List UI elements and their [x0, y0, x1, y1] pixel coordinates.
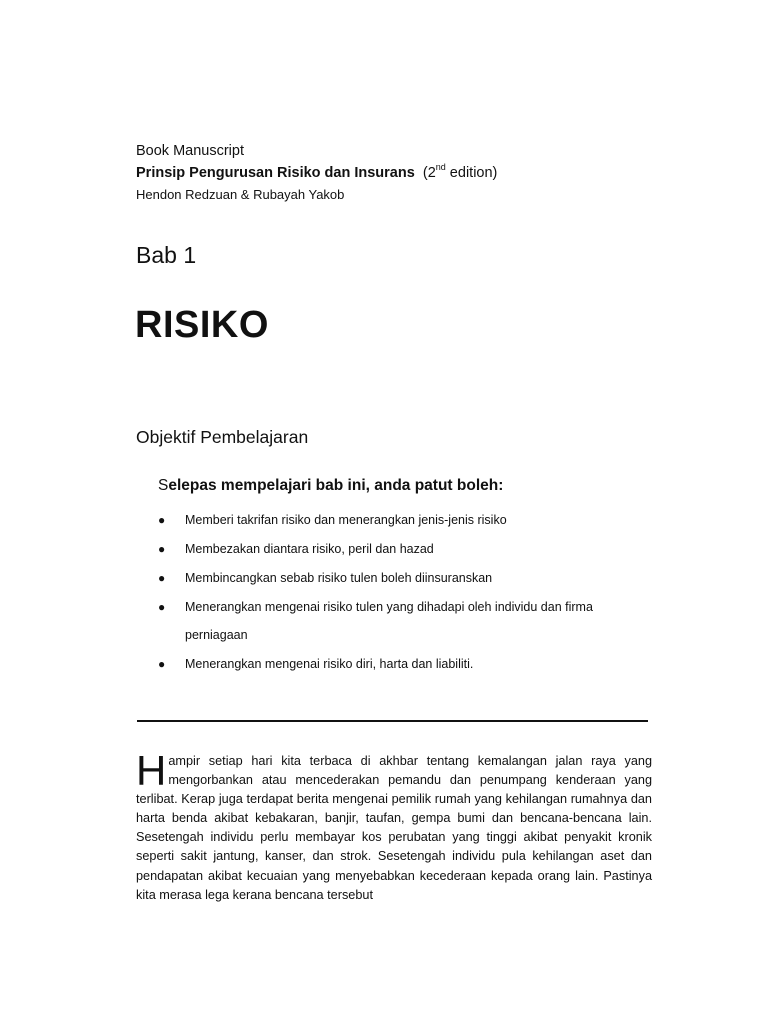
- intro-first-letter: S: [158, 477, 169, 494]
- bullet-icon: ●: [158, 600, 166, 614]
- objectives-intro: [158, 475, 503, 497]
- bullet-icon: ●: [158, 571, 166, 585]
- objective-text: Menerangkan mengenai risiko tulen yang dihadapi oleh individu dan firma perniagaan: [185, 600, 593, 642]
- edition-open: (2: [422, 165, 436, 181]
- list-item: [158, 650, 653, 678]
- section-divider: [137, 720, 648, 722]
- objective-text: Membincangkan sebab risiko tulen boleh diinsuranskan: [185, 571, 493, 585]
- body-text: ampir setiap hari kita terbaca di akhbar tentang kemalangan jalan raya yang mengorbankan atau mencederakan pemandu dan penumpang kenderaan yang terlibat. Kerap juga terdapat berita mengenai pemilik rumah yang kehilangan rumahnya dan harta benda akibat kebakaran, banjir, taufan, gempa bumi dan bencana-bencana lain. Sesetengah individu perlu membayar kos perubatan yang tinggi akibat penyakit kronik seperti sakit jantung, kanser, dan strok. Sesetengah individu pula kehilangan aset dan pendapatan akibat kecuaian yang menyebabkan kecederaan kepada orang lain. Pastinya kita merasa lega kerana bencana tersebut: [136, 754, 652, 902]
- drop-cap: H: [136, 747, 167, 794]
- book-title: Prinsip Pengurusan Risiko dan Insurans: [136, 165, 415, 181]
- list-item: [158, 564, 653, 592]
- bullet-icon: ●: [158, 513, 166, 527]
- chapter-title: RISIKO: [135, 304, 269, 346]
- list-item: [158, 535, 653, 563]
- objectives-heading: Objektif Pembelajaran: [136, 427, 309, 447]
- book-title-line: [136, 164, 497, 182]
- manuscript-label: Book Manuscript: [136, 143, 244, 159]
- objective-text: Membezakan diantara risiko, peril dan hazad: [185, 542, 434, 556]
- list-item: [158, 593, 653, 649]
- bullet-icon: ●: [158, 542, 166, 556]
- objective-text: Memberi takrifan risiko dan menerangkan jenis-jenis risiko: [185, 513, 507, 527]
- bullet-icon: ●: [158, 657, 166, 671]
- list-item: [158, 506, 653, 534]
- edition-superscript: nd: [435, 162, 446, 173]
- intro-rest: elepas mempelajari bab ini, anda patut boleh:: [168, 477, 504, 494]
- objective-text: Menerangkan mengenai risiko diri, harta dan liabiliti.: [185, 657, 474, 671]
- objectives-list: [158, 506, 653, 679]
- authors: Hendon Redzuan & Rubayah Yakob: [136, 187, 345, 202]
- chapter-number: Bab 1: [136, 242, 197, 268]
- edition-close: edition): [445, 165, 498, 181]
- body-paragraph: [136, 747, 652, 905]
